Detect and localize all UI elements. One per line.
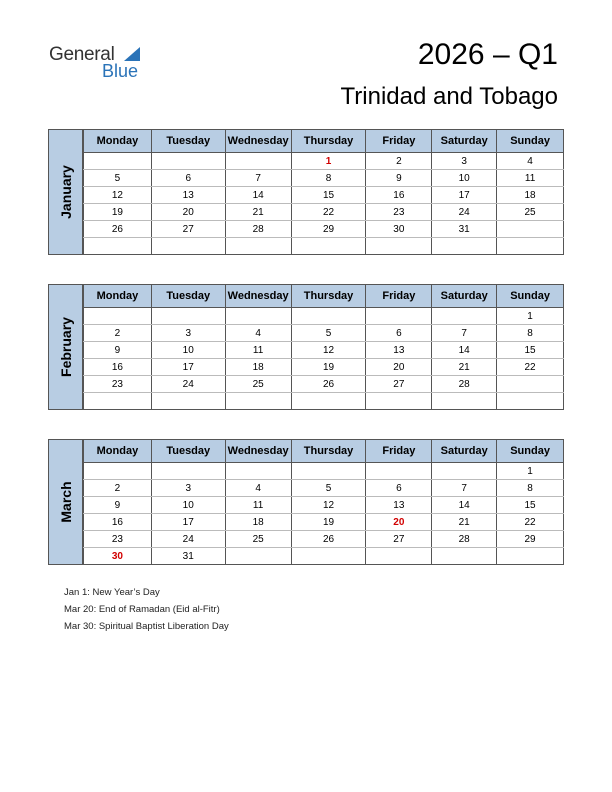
- day-cell: 1: [497, 463, 564, 480]
- day-cell: 18: [497, 187, 564, 204]
- day-cell: 15: [497, 342, 564, 359]
- day-cell: 4: [497, 153, 564, 170]
- day-cell: 19: [291, 359, 366, 376]
- weekday-header: Sunday: [497, 440, 564, 463]
- weekday-header: Thursday: [291, 285, 366, 308]
- month-label: [48, 284, 83, 410]
- empty-day-cell: [84, 393, 152, 410]
- weekday-header-row: [84, 285, 564, 308]
- weekday-header: Sunday: [497, 285, 564, 308]
- empty-day-cell: [151, 393, 225, 410]
- logo-triangle-icon: [124, 47, 140, 61]
- empty-day-cell: [84, 238, 152, 255]
- week-row: [84, 325, 564, 342]
- day-cell: 3: [151, 480, 225, 497]
- day-cell: 17: [151, 359, 225, 376]
- day-cell: 1: [497, 308, 564, 325]
- empty-day-cell: [225, 463, 291, 480]
- day-cell: 8: [497, 325, 564, 342]
- weekday-header-row: [84, 130, 564, 153]
- weekday-header: Monday: [84, 440, 152, 463]
- weekday-header: Wednesday: [225, 285, 291, 308]
- weekday-header: Saturday: [432, 285, 497, 308]
- month-january: [48, 129, 564, 255]
- week-row: [84, 514, 564, 531]
- day-cell: 25: [497, 204, 564, 221]
- holiday-notes: [64, 584, 229, 635]
- day-cell: 17: [151, 514, 225, 531]
- day-cell: 29: [497, 531, 564, 548]
- week-row: [84, 548, 564, 565]
- day-cell: 9: [84, 342, 152, 359]
- empty-day-cell: [225, 393, 291, 410]
- day-cell: 3: [151, 325, 225, 342]
- day-cell: 12: [84, 187, 152, 204]
- day-cell: 19: [84, 204, 152, 221]
- empty-day-cell: [291, 238, 366, 255]
- empty-day-cell: [291, 393, 366, 410]
- day-cell: 15: [291, 187, 366, 204]
- day-cell: 14: [432, 342, 497, 359]
- empty-day-cell: [151, 463, 225, 480]
- week-row: [84, 480, 564, 497]
- weekday-header: Friday: [366, 440, 432, 463]
- week-row: [84, 221, 564, 238]
- day-cell: 22: [291, 204, 366, 221]
- day-cell: 7: [225, 170, 291, 187]
- day-cell: 27: [366, 531, 432, 548]
- week-row: [84, 238, 564, 255]
- holiday-note: Jan 1: New Year’s Day: [64, 587, 160, 598]
- week-row: [84, 204, 564, 221]
- day-cell: 30: [366, 221, 432, 238]
- day-cell: 2: [84, 480, 152, 497]
- empty-day-cell: [366, 238, 432, 255]
- day-cell: 10: [151, 342, 225, 359]
- empty-day-cell: [84, 308, 152, 325]
- weekday-header: Thursday: [291, 440, 366, 463]
- month-table: [83, 129, 564, 255]
- empty-day-cell: [291, 463, 366, 480]
- day-cell: 21: [225, 204, 291, 221]
- day-cell: 4: [225, 325, 291, 342]
- day-cell: 20: [366, 359, 432, 376]
- logo-general-text: General: [49, 44, 115, 65]
- day-cell: 25: [225, 531, 291, 548]
- weekday-header-row: [84, 440, 564, 463]
- day-cell: 4: [225, 480, 291, 497]
- weekday-header: Thursday: [291, 130, 366, 153]
- empty-day-cell: [432, 393, 497, 410]
- day-cell: 23: [366, 204, 432, 221]
- day-cell: 27: [151, 221, 225, 238]
- empty-day-cell: [497, 393, 564, 410]
- day-cell: 13: [151, 187, 225, 204]
- empty-day-cell: [151, 153, 225, 170]
- day-cell: 22: [497, 514, 564, 531]
- week-row: [84, 308, 564, 325]
- day-cell: 11: [497, 170, 564, 187]
- week-row: [84, 463, 564, 480]
- empty-day-cell: [497, 238, 564, 255]
- day-cell: 26: [291, 376, 366, 393]
- day-cell: 16: [366, 187, 432, 204]
- empty-day-cell: [225, 238, 291, 255]
- empty-day-cell: [432, 463, 497, 480]
- day-cell: 24: [151, 376, 225, 393]
- empty-day-cell: [432, 308, 497, 325]
- day-cell: 21: [432, 514, 497, 531]
- month-table: [83, 284, 564, 410]
- week-row: [84, 393, 564, 410]
- empty-day-cell: [225, 548, 291, 565]
- empty-day-cell: [151, 238, 225, 255]
- empty-day-cell: [366, 463, 432, 480]
- day-cell: 9: [84, 497, 152, 514]
- day-cell: 6: [366, 480, 432, 497]
- day-cell: 5: [291, 325, 366, 342]
- empty-day-cell: [366, 548, 432, 565]
- weekday-header: Monday: [84, 130, 152, 153]
- day-cell: 23: [84, 376, 152, 393]
- empty-day-cell: [497, 376, 564, 393]
- weekday-header: Wednesday: [225, 440, 291, 463]
- week-row: [84, 359, 564, 376]
- day-cell: 31: [151, 548, 225, 565]
- month-label: [48, 129, 83, 255]
- day-cell: 8: [497, 480, 564, 497]
- day-cell: 9: [366, 170, 432, 187]
- weekday-header: Tuesday: [151, 285, 225, 308]
- day-cell: 18: [225, 514, 291, 531]
- day-cell: 1: [291, 153, 366, 170]
- empty-day-cell: [291, 308, 366, 325]
- day-cell: 14: [225, 187, 291, 204]
- empty-day-cell: [84, 463, 152, 480]
- day-cell: 16: [84, 514, 152, 531]
- day-cell: 12: [291, 497, 366, 514]
- week-row: [84, 170, 564, 187]
- empty-day-cell: [497, 548, 564, 565]
- country-name: Trinidad and Tobago: [340, 83, 558, 110]
- day-cell: 30: [84, 548, 152, 565]
- day-cell: 7: [432, 480, 497, 497]
- holiday-note: Mar 20: End of Ramadan (Eid al-Fitr): [64, 604, 220, 615]
- holiday-note: Mar 30: Spiritual Baptist Liberation Day: [64, 621, 229, 632]
- day-cell: 10: [151, 497, 225, 514]
- weekday-header: Saturday: [432, 130, 497, 153]
- month-february: [48, 284, 564, 410]
- empty-day-cell: [84, 153, 152, 170]
- month-name: February: [57, 317, 74, 377]
- day-cell: 26: [291, 531, 366, 548]
- day-cell: 24: [432, 204, 497, 221]
- day-cell: 22: [497, 359, 564, 376]
- day-cell: 28: [432, 531, 497, 548]
- day-cell: 11: [225, 342, 291, 359]
- weekday-header: Friday: [366, 285, 432, 308]
- empty-day-cell: [366, 393, 432, 410]
- day-cell: 19: [291, 514, 366, 531]
- day-cell: 24: [151, 531, 225, 548]
- day-cell: 12: [291, 342, 366, 359]
- weekday-header: Friday: [366, 130, 432, 153]
- day-cell: 29: [291, 221, 366, 238]
- month-name: January: [57, 165, 74, 219]
- day-cell: 28: [432, 376, 497, 393]
- empty-day-cell: [291, 548, 366, 565]
- week-row: [84, 342, 564, 359]
- day-cell: 18: [225, 359, 291, 376]
- day-cell: 14: [432, 497, 497, 514]
- day-cell: 26: [84, 221, 152, 238]
- weekday-header: Sunday: [497, 130, 564, 153]
- day-cell: 20: [151, 204, 225, 221]
- month-march: [48, 439, 564, 565]
- day-cell: 27: [366, 376, 432, 393]
- week-row: [84, 376, 564, 393]
- day-cell: 10: [432, 170, 497, 187]
- logo-blue-text: Blue: [102, 61, 139, 81]
- day-cell: 28: [225, 221, 291, 238]
- day-cell: 2: [366, 153, 432, 170]
- day-cell: 6: [151, 170, 225, 187]
- day-cell: 31: [432, 221, 497, 238]
- day-cell: 13: [366, 497, 432, 514]
- empty-day-cell: [225, 153, 291, 170]
- day-cell: 2: [84, 325, 152, 342]
- day-cell: 7: [432, 325, 497, 342]
- page-title: 2026 – Q1: [417, 38, 558, 71]
- empty-day-cell: [225, 308, 291, 325]
- empty-day-cell: [366, 308, 432, 325]
- day-cell: 13: [366, 342, 432, 359]
- weekday-header: Wednesday: [225, 130, 291, 153]
- month-name: March: [57, 481, 74, 523]
- day-cell: 5: [84, 170, 152, 187]
- day-cell: 25: [225, 376, 291, 393]
- day-cell: 8: [291, 170, 366, 187]
- empty-day-cell: [432, 548, 497, 565]
- week-row: [84, 153, 564, 170]
- day-cell: 20: [366, 514, 432, 531]
- day-cell: 23: [84, 531, 152, 548]
- week-row: [84, 187, 564, 204]
- weekday-header: Tuesday: [151, 440, 225, 463]
- day-cell: 15: [497, 497, 564, 514]
- day-cell: 16: [84, 359, 152, 376]
- weekday-header: Monday: [84, 285, 152, 308]
- empty-day-cell: [497, 221, 564, 238]
- weekday-header: Saturday: [432, 440, 497, 463]
- day-cell: 17: [432, 187, 497, 204]
- day-cell: 3: [432, 153, 497, 170]
- day-cell: 5: [291, 480, 366, 497]
- weekday-header: Tuesday: [151, 130, 225, 153]
- month-label: [48, 439, 83, 565]
- month-table: [83, 439, 564, 565]
- day-cell: 6: [366, 325, 432, 342]
- empty-day-cell: [432, 238, 497, 255]
- empty-day-cell: [151, 308, 225, 325]
- day-cell: 11: [225, 497, 291, 514]
- day-cell: 21: [432, 359, 497, 376]
- week-row: [84, 497, 564, 514]
- week-row: [84, 531, 564, 548]
